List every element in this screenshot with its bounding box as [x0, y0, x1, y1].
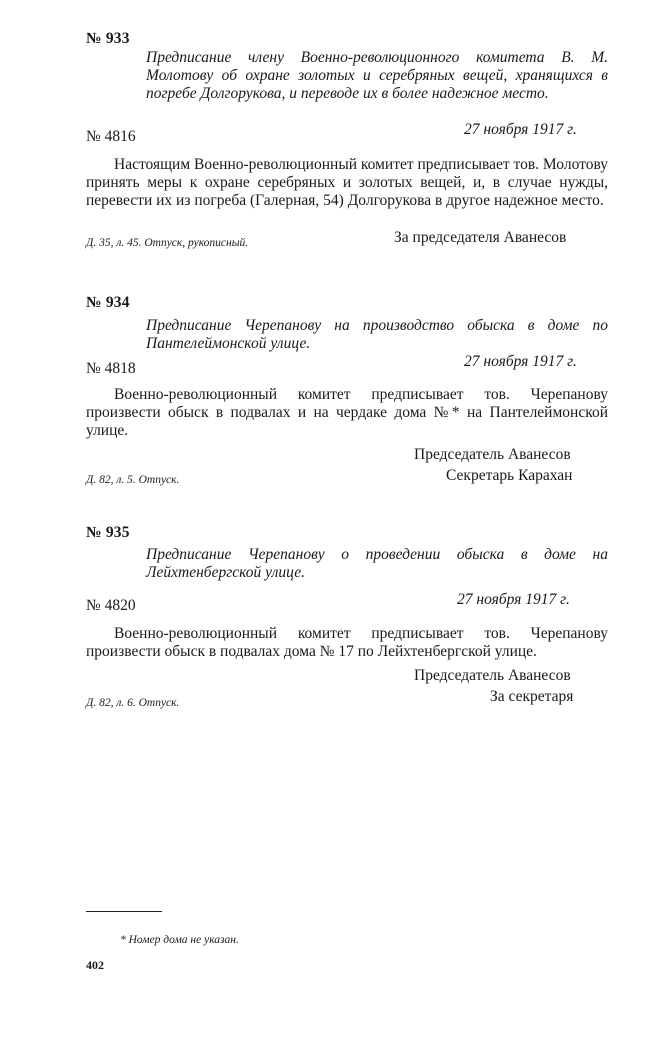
document-date: 27 ноября 1917 г.: [457, 591, 570, 608]
document-title: Предписание Черепанову о проведении обыска в доме на Лейхтенбергской улице.: [146, 546, 608, 581]
signature-line: За секретаря: [490, 688, 574, 705]
archive-reference: Д. 35, л. 45. Отпуск, рукописный.: [86, 237, 249, 249]
document-number: № 934: [86, 294, 130, 311]
footnote-divider: [86, 911, 162, 912]
document-body: Настоящим Военно-революционный комитет предписывает тов. Молотову принять меры к охране серебряных и золотых вещей, и, в случае нужды, перевести их из погреба (Галерная, 54) Долгорукова в другое надежное место.: [86, 156, 608, 209]
signature-line: За председателя Аванесов: [394, 229, 567, 246]
outgoing-number: № 4820: [86, 597, 136, 614]
document-title: Предписание члену Военно-революционного комитета В. М. Молотову об охране золотых и серебряных вещей, хранящихся в погребе Долгорукова, и переводе их в более надежное место.: [146, 49, 608, 102]
outgoing-number: № 4818: [86, 360, 136, 377]
document-body: Военно-революционный комитет предписывает тов. Черепанову произвести обыск в подвалах и на чердаке дома №* на Пантелеймонской улице.: [86, 386, 608, 439]
document-body: Военно-революционный комитет предписывает тов. Черепанову произвести обыск в подвалах дома № 17 по Лейхтенбергской улице.: [86, 625, 608, 660]
signature-line: Председатель Аванесов: [414, 446, 571, 463]
document-number: № 933: [86, 30, 130, 47]
archive-reference: Д. 82, л. 6. Отпуск.: [86, 697, 180, 709]
footnote: * Номер дома не указан.: [120, 934, 239, 946]
document-date: 27 ноября 1917 г.: [464, 353, 577, 370]
signature-line: Секретарь Карахан: [446, 467, 573, 484]
document-date: 27 ноября 1917 г.: [464, 121, 577, 138]
page-number: 402: [86, 958, 104, 972]
document-number: № 935: [86, 524, 130, 541]
document-title: Предписание Черепанову на производство обыска в доме по Пантелеймонской улице.: [146, 317, 608, 352]
archive-reference: Д. 82, л. 5. Отпуск.: [86, 474, 180, 486]
outgoing-number: № 4816: [86, 128, 136, 145]
signature-line: Председатель Аванесов: [414, 667, 571, 684]
